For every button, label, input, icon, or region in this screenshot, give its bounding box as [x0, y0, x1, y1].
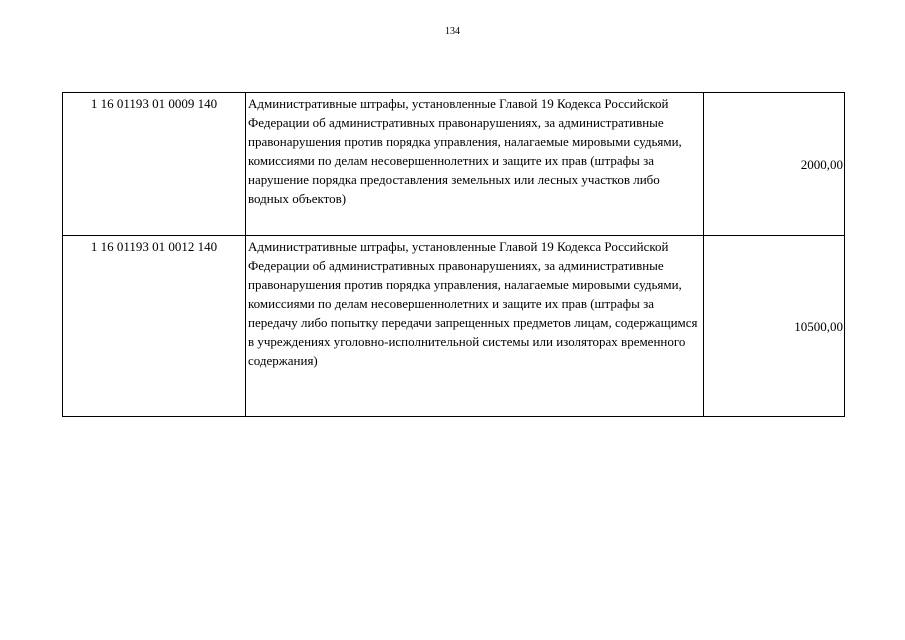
- budget-code-cell: 1 16 01193 01 0012 140: [63, 236, 246, 417]
- amount-cell: 2000,00: [704, 93, 845, 236]
- description-cell: Административные штрафы, установленные Главой 19 Кодекса Российской Федерации об административных правонарушениях, за административные правонарушения против порядка управления, налагаемые мировыми судьями, комиссиями по делам несовершеннолетних и защите их прав (штрафы за передачу либо попытку передачи запрещенных предметов лицам, содержащимся в учреждениях уголовно-исполнительной системы или изоляторах временного содержания): [246, 236, 704, 417]
- table-row: [63, 93, 845, 236]
- amount-cell: 10500,00: [704, 236, 845, 417]
- description-cell: Административные штрафы, установленные Главой 19 Кодекса Российской Федерации об административных правонарушениях, за административные правонарушения против порядка управления, налагаемые мировыми судьями, комиссиями по делам несовершеннолетних и защите их прав (штрафы за нарушение порядка предоставления земельных или лесных участков либо водных объектов): [246, 93, 704, 236]
- page-number: 134: [445, 26, 460, 37]
- table-row: [63, 236, 845, 417]
- budget-table: [62, 92, 845, 417]
- budget-code-cell: 1 16 01193 01 0009 140: [63, 93, 246, 236]
